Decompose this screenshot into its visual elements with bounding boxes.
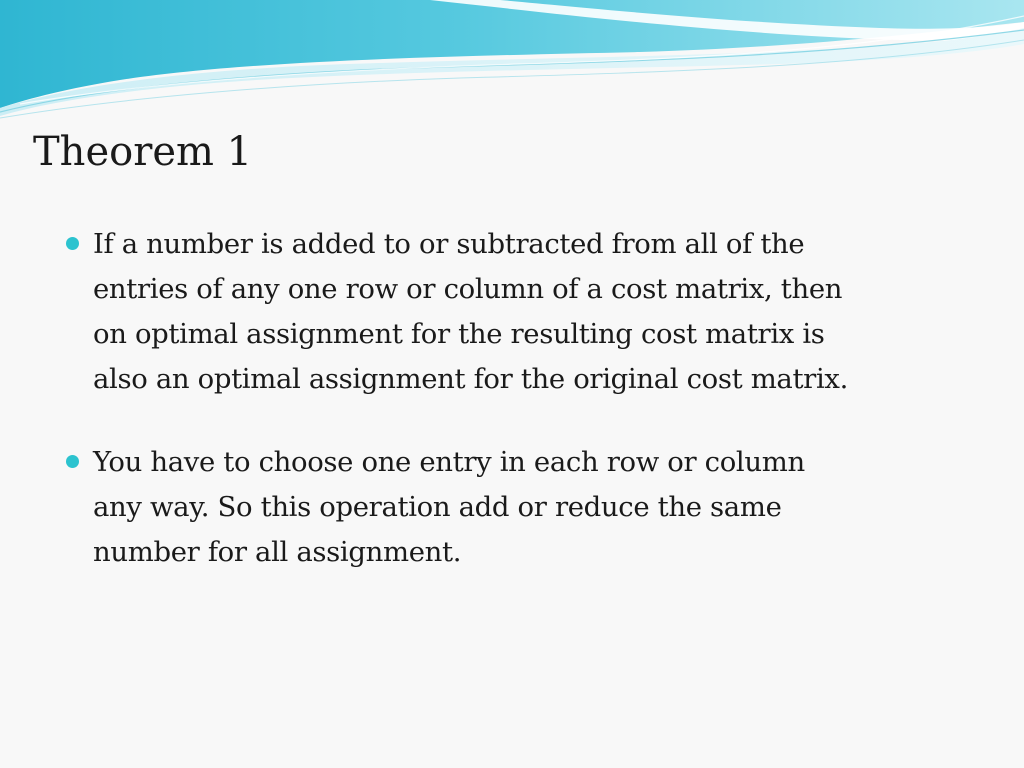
bullet-text-line: on optimal assignment for the resulting cost matrix is bbox=[93, 318, 825, 350]
bullet-item-1 bbox=[66, 222, 976, 402]
bullet-text-line: also an optimal assignment for the original cost matrix. bbox=[93, 363, 848, 395]
bullet-dot-icon bbox=[66, 237, 79, 250]
bullet-text-line: If a number is added to or subtracted from all of the bbox=[93, 228, 805, 260]
bullet-text-line: number for all assignment. bbox=[93, 536, 462, 568]
bullet-text-line: entries of any one row or column of a cost matrix, then bbox=[93, 273, 843, 305]
bullet-text-line: any way. So this operation add or reduce the same bbox=[93, 491, 782, 523]
bullet-list bbox=[66, 222, 976, 613]
slide-title: Theorem 1 bbox=[33, 129, 253, 175]
bullet-dot-icon bbox=[66, 455, 79, 468]
wave-header-decoration bbox=[0, 0, 1024, 130]
bullet-item-2 bbox=[66, 440, 976, 575]
bullet-text-line: You have to choose one entry in each row or column bbox=[93, 446, 805, 478]
